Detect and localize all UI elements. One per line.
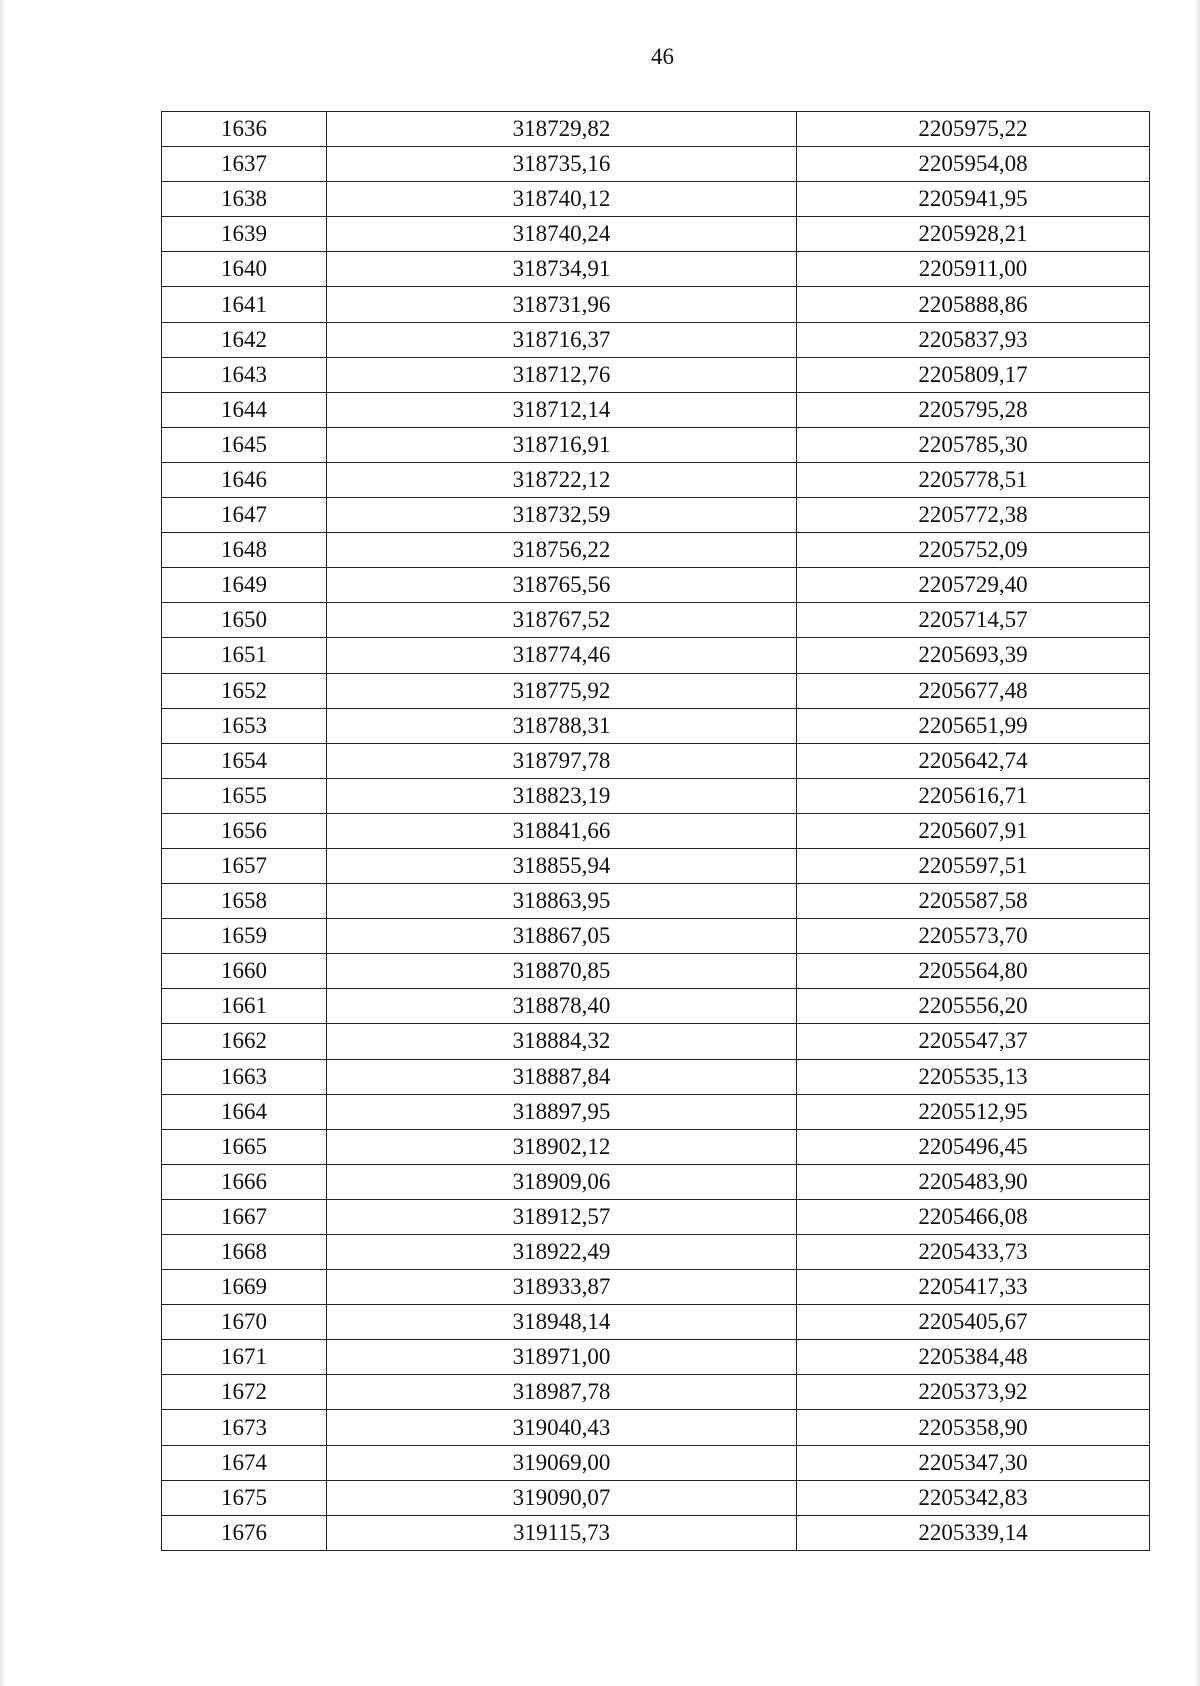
- point-number-cell: 1639: [162, 217, 327, 252]
- scan-edge-right: [1194, 0, 1200, 1686]
- x-coordinate-cell: 318740,12: [327, 182, 797, 217]
- x-coordinate-cell: 318909,06: [327, 1164, 797, 1199]
- y-coordinate-cell: 2205496,45: [797, 1129, 1150, 1164]
- x-coordinate-cell: 318756,22: [327, 533, 797, 568]
- x-coordinate-cell: 318797,78: [327, 743, 797, 778]
- point-number-cell: 1640: [162, 252, 327, 287]
- table-row: [162, 498, 1150, 533]
- table-row: [162, 1270, 1150, 1305]
- y-coordinate-cell: 2205714,57: [797, 603, 1150, 638]
- x-coordinate-cell: 318855,94: [327, 848, 797, 883]
- point-number-cell: 1654: [162, 743, 327, 778]
- y-coordinate-cell: 2205512,95: [797, 1094, 1150, 1129]
- point-number-cell: 1646: [162, 462, 327, 497]
- point-number-cell: 1643: [162, 357, 327, 392]
- x-coordinate-cell: 318722,12: [327, 462, 797, 497]
- y-coordinate-cell: 2205677,48: [797, 673, 1150, 708]
- scan-edge-left: [0, 0, 6, 1686]
- table-row: [162, 533, 1150, 568]
- point-number-cell: 1673: [162, 1410, 327, 1445]
- table-row: [162, 1059, 1150, 1094]
- table-row: [162, 1480, 1150, 1515]
- x-coordinate-cell: 318887,84: [327, 1059, 797, 1094]
- point-number-cell: 1649: [162, 568, 327, 603]
- point-number-cell: 1671: [162, 1340, 327, 1375]
- y-coordinate-cell: 2205975,22: [797, 112, 1150, 147]
- point-number-cell: 1675: [162, 1480, 327, 1515]
- y-coordinate-cell: 2205778,51: [797, 462, 1150, 497]
- table-row: [162, 357, 1150, 392]
- table-row: [162, 673, 1150, 708]
- point-number-cell: 1652: [162, 673, 327, 708]
- y-coordinate-cell: 2205342,83: [797, 1480, 1150, 1515]
- x-coordinate-cell: 318774,46: [327, 638, 797, 673]
- x-coordinate-cell: 318716,37: [327, 322, 797, 357]
- y-coordinate-cell: 2205607,91: [797, 813, 1150, 848]
- x-coordinate-cell: 318922,49: [327, 1235, 797, 1270]
- point-number-cell: 1668: [162, 1235, 327, 1270]
- table-row: [162, 1515, 1150, 1550]
- x-coordinate-cell: 318897,95: [327, 1094, 797, 1129]
- x-coordinate-cell: 318912,57: [327, 1199, 797, 1234]
- y-coordinate-cell: 2205433,73: [797, 1235, 1150, 1270]
- y-coordinate-cell: 2205729,40: [797, 568, 1150, 603]
- table-row: [162, 778, 1150, 813]
- x-coordinate-cell: 318878,40: [327, 989, 797, 1024]
- y-coordinate-cell: 2205573,70: [797, 919, 1150, 954]
- point-number-cell: 1666: [162, 1164, 327, 1199]
- point-number-cell: 1648: [162, 533, 327, 568]
- y-coordinate-cell: 2205547,37: [797, 1024, 1150, 1059]
- y-coordinate-cell: 2205837,93: [797, 322, 1150, 357]
- table-row: [162, 884, 1150, 919]
- point-number-cell: 1641: [162, 287, 327, 322]
- y-coordinate-cell: 2205642,74: [797, 743, 1150, 778]
- x-coordinate-cell: 318867,05: [327, 919, 797, 954]
- x-coordinate-cell: 319115,73: [327, 1515, 797, 1550]
- point-number-cell: 1647: [162, 498, 327, 533]
- x-coordinate-cell: 318841,66: [327, 813, 797, 848]
- y-coordinate-cell: 2205587,58: [797, 884, 1150, 919]
- table-row: [162, 603, 1150, 638]
- x-coordinate-cell: 318870,85: [327, 954, 797, 989]
- y-coordinate-cell: 2205954,08: [797, 147, 1150, 182]
- point-number-cell: 1644: [162, 392, 327, 427]
- x-coordinate-cell: 318902,12: [327, 1129, 797, 1164]
- point-number-cell: 1636: [162, 112, 327, 147]
- y-coordinate-cell: 2205405,67: [797, 1305, 1150, 1340]
- page-number: 46: [651, 44, 674, 69]
- y-coordinate-cell: 2205941,95: [797, 182, 1150, 217]
- point-number-cell: 1660: [162, 954, 327, 989]
- point-number-cell: 1642: [162, 322, 327, 357]
- y-coordinate-cell: 2205888,86: [797, 287, 1150, 322]
- y-coordinate-cell: 2205809,17: [797, 357, 1150, 392]
- point-number-cell: 1663: [162, 1059, 327, 1094]
- table-row: [162, 217, 1150, 252]
- y-coordinate-cell: 2205373,92: [797, 1375, 1150, 1410]
- point-number-cell: 1669: [162, 1270, 327, 1305]
- table-row: [162, 1024, 1150, 1059]
- y-coordinate-cell: 2205597,51: [797, 848, 1150, 883]
- table-row: [162, 1410, 1150, 1445]
- coordinates-table: [161, 111, 1150, 1551]
- table-row: [162, 427, 1150, 462]
- table-row: [162, 1129, 1150, 1164]
- point-number-cell: 1672: [162, 1375, 327, 1410]
- x-coordinate-cell: 318987,78: [327, 1375, 797, 1410]
- x-coordinate-cell: 318765,56: [327, 568, 797, 603]
- point-number-cell: 1645: [162, 427, 327, 462]
- table-row: [162, 1199, 1150, 1234]
- y-coordinate-cell: 2205347,30: [797, 1445, 1150, 1480]
- y-coordinate-cell: 2205339,14: [797, 1515, 1150, 1550]
- y-coordinate-cell: 2205535,13: [797, 1059, 1150, 1094]
- table-row: [162, 1340, 1150, 1375]
- table-row: [162, 1164, 1150, 1199]
- y-coordinate-cell: 2205466,08: [797, 1199, 1150, 1234]
- table-row: [162, 1094, 1150, 1129]
- x-coordinate-cell: 318884,32: [327, 1024, 797, 1059]
- point-number-cell: 1674: [162, 1445, 327, 1480]
- point-number-cell: 1657: [162, 848, 327, 883]
- coordinates-table-body: [162, 112, 1150, 1551]
- x-coordinate-cell: 318933,87: [327, 1270, 797, 1305]
- x-coordinate-cell: 318716,91: [327, 427, 797, 462]
- y-coordinate-cell: 2205752,09: [797, 533, 1150, 568]
- table-row: [162, 1375, 1150, 1410]
- y-coordinate-cell: 2205651,99: [797, 708, 1150, 743]
- point-number-cell: 1676: [162, 1515, 327, 1550]
- point-number-cell: 1665: [162, 1129, 327, 1164]
- table-row: [162, 638, 1150, 673]
- table-row: [162, 462, 1150, 497]
- point-number-cell: 1650: [162, 603, 327, 638]
- x-coordinate-cell: 319069,00: [327, 1445, 797, 1480]
- y-coordinate-cell: 2205693,39: [797, 638, 1150, 673]
- y-coordinate-cell: 2205483,90: [797, 1164, 1150, 1199]
- x-coordinate-cell: 318863,95: [327, 884, 797, 919]
- table-row: [162, 743, 1150, 778]
- y-coordinate-cell: 2205358,90: [797, 1410, 1150, 1445]
- table-row: [162, 1445, 1150, 1480]
- table-row: [162, 287, 1150, 322]
- point-number-cell: 1655: [162, 778, 327, 813]
- x-coordinate-cell: 318734,91: [327, 252, 797, 287]
- x-coordinate-cell: 318823,19: [327, 778, 797, 813]
- table-row: [162, 112, 1150, 147]
- table-row: [162, 252, 1150, 287]
- table-row: [162, 989, 1150, 1024]
- y-coordinate-cell: 2205911,00: [797, 252, 1150, 287]
- x-coordinate-cell: 319040,43: [327, 1410, 797, 1445]
- point-number-cell: 1659: [162, 919, 327, 954]
- point-number-cell: 1637: [162, 147, 327, 182]
- table-row: [162, 568, 1150, 603]
- table-row: [162, 954, 1150, 989]
- point-number-cell: 1667: [162, 1199, 327, 1234]
- y-coordinate-cell: 2205384,48: [797, 1340, 1150, 1375]
- table-row: [162, 708, 1150, 743]
- x-coordinate-cell: 318767,52: [327, 603, 797, 638]
- table-row: [162, 1235, 1150, 1270]
- point-number-cell: 1653: [162, 708, 327, 743]
- table-row: [162, 147, 1150, 182]
- table-row: [162, 919, 1150, 954]
- x-coordinate-cell: 318712,76: [327, 357, 797, 392]
- table-row: [162, 392, 1150, 427]
- y-coordinate-cell: 2205417,33: [797, 1270, 1150, 1305]
- x-coordinate-cell: 318712,14: [327, 392, 797, 427]
- table-row: [162, 813, 1150, 848]
- x-coordinate-cell: 318775,92: [327, 673, 797, 708]
- y-coordinate-cell: 2205616,71: [797, 778, 1150, 813]
- x-coordinate-cell: 318732,59: [327, 498, 797, 533]
- x-coordinate-cell: 318731,96: [327, 287, 797, 322]
- point-number-cell: 1656: [162, 813, 327, 848]
- y-coordinate-cell: 2205928,21: [797, 217, 1150, 252]
- x-coordinate-cell: 318740,24: [327, 217, 797, 252]
- point-number-cell: 1670: [162, 1305, 327, 1340]
- point-number-cell: 1658: [162, 884, 327, 919]
- y-coordinate-cell: 2205795,28: [797, 392, 1150, 427]
- point-number-cell: 1651: [162, 638, 327, 673]
- y-coordinate-cell: 2205772,38: [797, 498, 1150, 533]
- x-coordinate-cell: 318948,14: [327, 1305, 797, 1340]
- point-number-cell: 1662: [162, 1024, 327, 1059]
- x-coordinate-cell: 318971,00: [327, 1340, 797, 1375]
- point-number-cell: 1638: [162, 182, 327, 217]
- point-number-cell: 1661: [162, 989, 327, 1024]
- y-coordinate-cell: 2205556,20: [797, 989, 1150, 1024]
- x-coordinate-cell: 318735,16: [327, 147, 797, 182]
- table-row: [162, 322, 1150, 357]
- x-coordinate-cell: 318788,31: [327, 708, 797, 743]
- table-row: [162, 182, 1150, 217]
- table-row: [162, 848, 1150, 883]
- point-number-cell: 1664: [162, 1094, 327, 1129]
- x-coordinate-cell: 318729,82: [327, 112, 797, 147]
- table-row: [162, 1305, 1150, 1340]
- y-coordinate-cell: 2205785,30: [797, 427, 1150, 462]
- y-coordinate-cell: 2205564,80: [797, 954, 1150, 989]
- x-coordinate-cell: 319090,07: [327, 1480, 797, 1515]
